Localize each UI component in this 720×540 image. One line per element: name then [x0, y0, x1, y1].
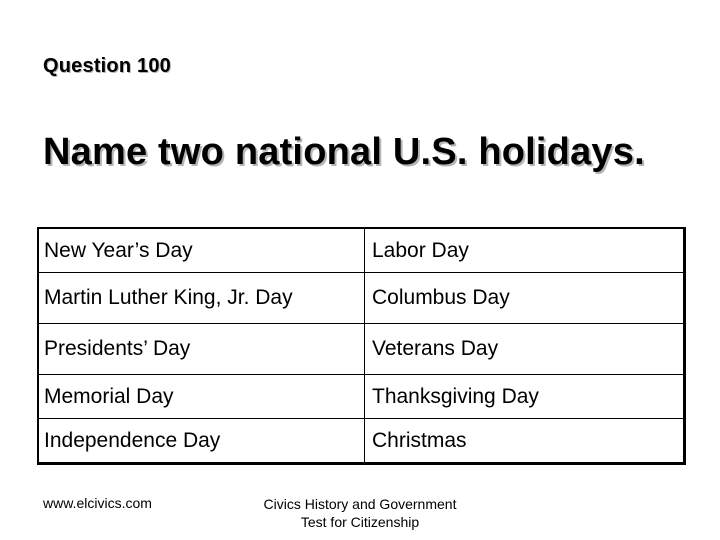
table-cell-holiday: Martin Luther King, Jr. Day	[38, 273, 365, 324]
footer-credit	[245, 495, 475, 531]
table-cell-holiday: Christmas	[365, 419, 685, 464]
table-cell-holiday: Independence Day	[38, 419, 365, 464]
footer-credit-line-1: Civics History and Government	[263, 496, 457, 512]
table-cell-holiday: Memorial Day	[38, 375, 365, 419]
table-cell-holiday: New Year’s Day	[38, 228, 365, 273]
table-row	[38, 228, 685, 273]
table-row	[38, 375, 685, 419]
footer-website: www.elcivics.com	[43, 495, 152, 511]
table-cell-holiday: Labor Day	[372, 238, 469, 262]
question-label: Question 100	[43, 55, 171, 77]
holidays-table	[37, 227, 686, 465]
table-row	[38, 324, 685, 375]
table-row	[38, 419, 685, 464]
table-cell-holiday: Veterans Day	[365, 324, 685, 375]
footer-credit-line-2: Test for Citizenship	[300, 514, 420, 530]
table-cell-holiday: Columbus Day	[365, 273, 685, 324]
table-cell-holiday: Thanksgiving Day	[365, 375, 685, 419]
table-cell-holiday: Presidents’ Day	[38, 324, 365, 375]
table-row	[38, 273, 685, 324]
slide-title: Name two national U.S. holidays.	[43, 131, 645, 173]
